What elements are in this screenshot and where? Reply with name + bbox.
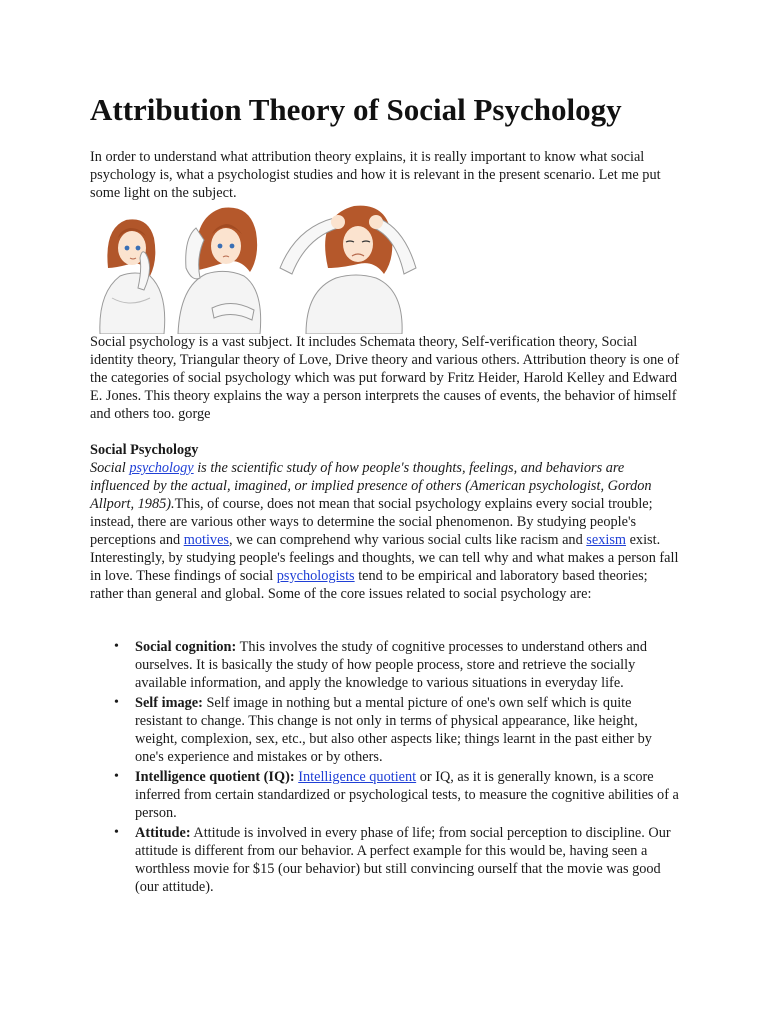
intro-paragraph: In order to understand what attribution theory explains, it is really important to know what social psychology is, what a psychologist studies and how it is relevant in the present scenario. Let me put some light on the subject.: [90, 149, 661, 201]
list-item: [90, 824, 680, 896]
text-part-d: tend to be empirical and laboratory based theories; rather than general and global. Some of the core issues related to social psychology are:: [90, 568, 648, 602]
woman-figure-2: [178, 208, 261, 335]
definition-paragraph: [90, 459, 680, 603]
bullet-icon: •: [114, 639, 119, 654]
woman-stress-illustration-icon: [90, 198, 420, 334]
list-item: [90, 694, 680, 766]
sexism-link[interactable]: sexism: [586, 532, 627, 548]
text-part-c: exist. Interestingly, by studying people's feelings and thoughts, we can tell why and what makes a person fall in love. These findings of social: [90, 532, 679, 584]
woman-figure-1: [100, 219, 165, 334]
list-item-term: Social cognition:: [135, 639, 237, 655]
page-title: Attribution Theory of Social Psychology: [90, 92, 622, 127]
bullet-icon: •: [114, 825, 119, 840]
psychology-link[interactable]: psychology: [129, 460, 194, 476]
section-heading: Social Psychology: [90, 442, 199, 458]
list-item-term: Self image:: [135, 695, 203, 711]
list-item: [90, 768, 680, 822]
list-item-term: Intelligence quotient (IQ):: [135, 769, 295, 785]
core-issues-list: [90, 638, 680, 898]
def-part-b: is the scientific study of how people's thoughts, feelings, and behaviors are influenced by the actual, imagined, or implied presence of others (American psychologist, Gordon Allport, 1985).: [90, 460, 652, 512]
list-item-term: Attitude:: [135, 825, 191, 841]
text-part-a: This, of course, does not mean that social psychology explains every social trouble; instead, there are various other ways to determine the social phenomenon. By studying people's perceptions and: [90, 496, 653, 548]
list-item-text: Self image in nothing but a mental picture of one's own self which is quite resistant to change. This change is not only in terms of physical appearance, like height, weight, complexion, sex, etc., but also other aspects like; things learnt in the past either by one's experience and mistakes or by others.: [135, 695, 652, 765]
list-item-text: This involves the study of cognitive processes to understand others and ourselves. It is basically the study of how people process, store and retrieve the socially available information, and apply the knowledge to various situations in everyday life.: [135, 639, 647, 691]
bullet-icon: •: [114, 695, 119, 710]
intelligence-quotient-link[interactable]: Intelligence quotient: [298, 769, 417, 785]
bullet-icon: •: [114, 769, 119, 784]
motives-link[interactable]: motives: [183, 532, 229, 548]
list-item: [90, 638, 680, 692]
social-psychology-paragraph: Social psychology is a vast subject. It includes Schemata theory, Self-verification theory, Social identity theory, Triangular theory of Love, Drive theory and various others. Attribution theory is one of the categories of social psychology which was put forward by Fritz Heider, Harold Kelley and Edward E. Jones. This theory explains the way a person interprets the causes of events, the behavior of himself and others too. gorge: [90, 334, 680, 422]
psychologists-link[interactable]: psychologists: [276, 568, 355, 584]
text-part-b: , we can comprehend why various social cults like racism and: [228, 532, 587, 548]
list-item-text: or IQ, as it is generally known, is a score inferred from certain standardized or psychological tests, to measure the cognitive abilities of a person.: [135, 769, 679, 821]
def-part-a: Social: [90, 460, 130, 476]
list-item-text: Attitude is involved in every phase of life; from social perception to discipline. Our attitude is different from our behavior. A perfect example for this would be, having seen a worthless movie for $15 (our behavior) but still convincing ourself that the movie was good (our attitude).: [135, 825, 671, 895]
woman-figure-3: [280, 206, 416, 334]
